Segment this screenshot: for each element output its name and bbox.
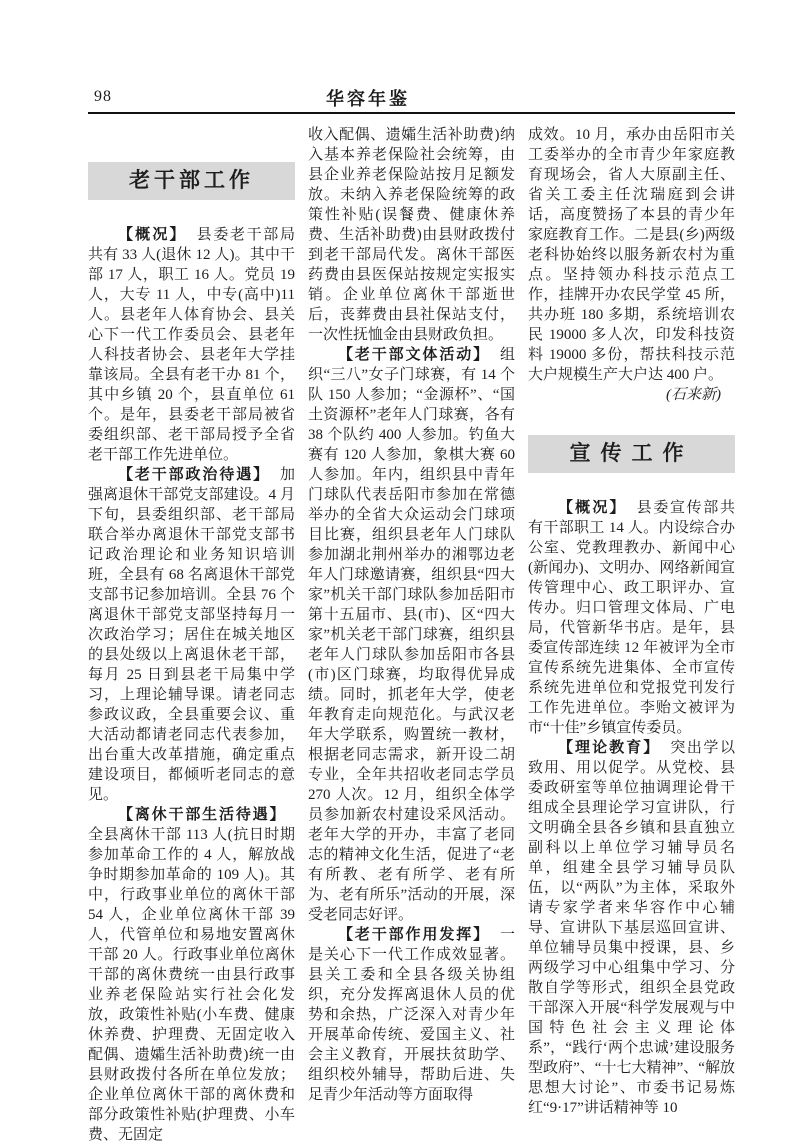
section-label-wenti-huodong: 【老干部文体活动】 xyxy=(338,346,490,363)
section-label-zhengzhi-daiyu: 【老干部政治待遇】 xyxy=(118,466,270,483)
section-gaikuang-xuanchuan xyxy=(528,498,735,738)
paragraph-continuation: 收入配偶、遗孀生活补助费)纳入基本养老保险社会统筹，由县企业养老保险站按月足额发放。未纳入养老保险统筹的政策性补贴(误餐费、健康休养费、生活补助费)由县财政拨付到老干部局代发。离休干部医药费由县医保站按规定实报实销。企业单位离休干部逝世后，丧葬费由县社保站支付，一次性抚恤金由县财政负担。 xyxy=(308,127,515,343)
section-text: 县委宣传部共有干部职工 14 人。内设综合办公室、党教理教办、新闻中心(新闻办)、文明办、网络新闻宣传管理中心、政工职评办、宣传办。归口管理文体局、广电局，代管新华书店。是年，县委宣传部连续 12 年被评为全市宣传系统先进集体、全市宣传系统先进单位和党报党刊发行工作先进单位。李贻文被评为市“十佳”乡镇宣传委员。 xyxy=(528,500,735,736)
column-middle xyxy=(308,125,515,1105)
column-right xyxy=(528,125,735,1118)
paragraph-continuation: 成效。10 月，承办由岳阳市关工委举办的全市青少年家庭教育现场会，省人大原副主任、省关工委主任沈瑞庭到会讲话，高度赞扬了本县的青少年家庭教育工作。二是县(乡)两级老科协始终以服务新农村为重点。坚持领办科技示范点工作，挂牌开办农民学堂 45 所，共办班 180 多期，系统培训农民 19000 多人次，印发科技资料 19000 多份，帮扶科技示范大户规模生产大户达 400 户。 xyxy=(528,127,735,383)
section-shenghuo-daiyu xyxy=(88,805,295,1145)
section-gaikuang xyxy=(88,225,295,465)
column-left xyxy=(88,125,295,1145)
section-text: 一是关心下一代工作成效显著。县关工委和全县各级关协组织，充分发挥离退休人员的优势和余热，广泛深入对青少年开展革命传统、爱国主义、社会主义教育，开展扶贫助学、组织校外辅导，帮助后进、失足青少年活动等方面取得 xyxy=(308,927,515,1103)
section-zhengzhi-daiyu xyxy=(88,465,295,805)
section-label-shenghuo-daiyu: 【离休干部生活待遇】 xyxy=(118,806,285,823)
section-label-lilun-jiaoyu: 【理论教育】 xyxy=(558,739,661,756)
header-title: 华容年鉴 xyxy=(326,89,410,109)
section-text: 县委老干部局共有 33 人(退休 12 人)。其中干部 17 人，职工 16 人。党员 19 人，大专 11 人，中专(高中)11 人。县老年人体育协会、县关心下一代工作委员会、县老年人科技者协会、县老年大学挂靠该局。全县有老干办 81 个，其中乡镇 20 个，县直单位 61 个。是年，县委老干部局被省委组织部、老干部局授予全省老干部工作先进单位。 xyxy=(88,227,295,463)
section-text: 突出学以致用、用以促学。从党校、县委政研室等单位抽调理论骨干组成全县理论学习宣讲队，行文明确全县各乡镇和县直独立副科以上单位学习辅导员名单，组建全县学习辅导员队伍，以“两队”为主体，采取外请专家学者来华容作中心辅导、宣讲队下基层巡回宣讲、单位辅导员集中授课，县、乡两级学习中心组集中学习、分散自学等形式，组织全县党政干部深入开展“科学发展观与中国特色社会主义理论体系”，“践行‘两个忠诚’建设服务型政府”、“十七大精神”、“解放思想大讨论”、市委书记易炼红“9·17”讲话精神等 10 xyxy=(528,740,735,1116)
author-byline: (石来新) xyxy=(666,387,721,403)
article-title-laoganbu-gongzuo: 老干部工作 xyxy=(88,162,295,200)
section-label-zuoyong-fahui: 【老干部作用发挥】 xyxy=(338,926,490,943)
page-number: 98 xyxy=(94,88,112,105)
section-lilun-jiaoyu xyxy=(528,738,735,1118)
header-rule xyxy=(88,112,735,114)
section-text: 加强离退休干部党支部建设。4 月下旬，县委组织部、老干部局联合举办离退休干部党支部书记政治理论和业务知识培训班，全县有 68 名离退休干部党支部书记参加培训。全县 76 个离退休干部党支部坚持每月一次政治学习；居住在城关地区的县处级以上离退休老干部，每月 25 日到县老干局集中学习，上理论辅导课。请老同志参政议政，全县重要会议、重大活动都请老同志代表参加，出台重大改革措施，确定重点建设项目，都倾听老同志的意见。 xyxy=(88,467,295,803)
section-label-gaikuang: 【概况】 xyxy=(118,226,187,243)
article-title-xuanchuan-gongzuo: 宣传工作 xyxy=(528,435,735,473)
section-label-gaikuang-xuanchuan: 【概况】 xyxy=(558,499,627,516)
section-text: 组织“三八”女子门球赛，有 14 个队 150 人参加；“金源杯”、“国土资源杯”老年人门球赛，各有 38 个队约 400 人参加。钓鱼大赛有 120 人参加，象棋大赛 60 人参加。年内，组织县中青年门球队代表岳阳市参加在常德举办的全省大众运动会门球项目比赛，组织县老年人门球队参加湖北荆州举办的湘鄂边老年人门球邀请赛，组织县“四大家”机关干部门球队参加岳阳市第十五届市、县(市)、区“四大家”机关老干部门球赛，组织县老年人门球队参加岳阳市各县(市)区门球赛，均取得优异成绩。同时，抓老年大学，使老年教育走向规范化。与武汉老年大学联系，购置统一教材，根据老同志需求，新开设二胡专业，全年共招收老同志学员 270 人次。12 月，组织全体学员参加新农村建设采风活动。老年大学的开办，丰富了老同志的精神文化生活，促进了“老有所教、老有所学、老有所为、老有所乐”活动的开展，深受老同志好评。 xyxy=(308,347,515,923)
section-text: 全县离休干部 113 人(抗日时期参加革命工作的 4 人，解放战争时期参加革命的 109 人)。其中，行政事业单位的离休干部 54 人，企业单位离休干部 39 人，代管单位和易地安置离休干部 20 人。行政事业单位离休干部的离休费统一由县行政事业养老保险站实行社会化发放，政策性补贴(小车费、健康休养费、护理费、无固定收入配偶、遗孀生活补助费)统一由县财政拨付各所在单位发放；企业单位离休干部的离休费和部分政策性补贴(护理费、小车费、无固定 xyxy=(88,827,295,1143)
section-zuoyong-fahui xyxy=(308,925,515,1105)
section-wenti-huodong xyxy=(308,345,515,925)
